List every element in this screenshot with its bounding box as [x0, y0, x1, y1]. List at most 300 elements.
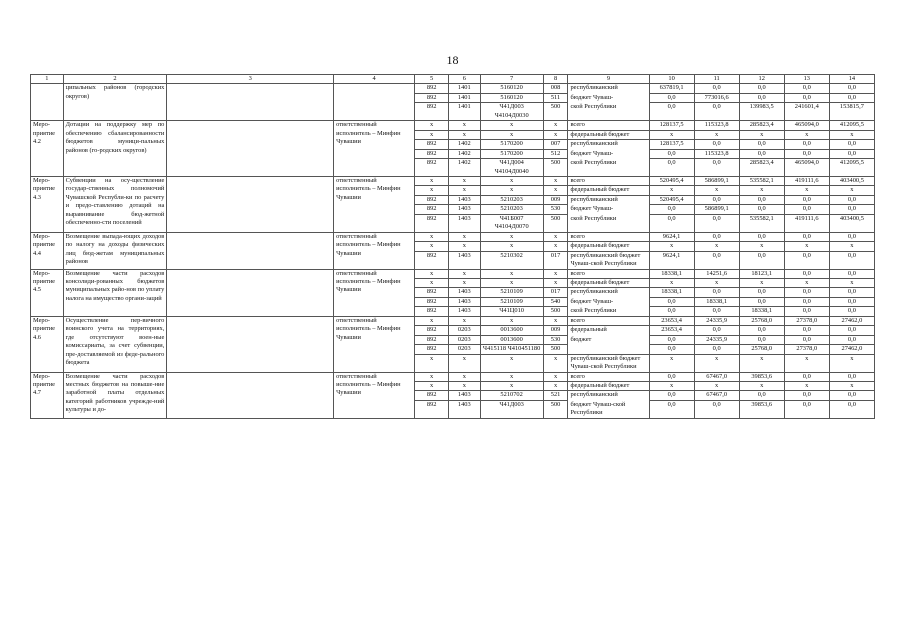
amount-col-10: x	[649, 354, 694, 372]
section-code: x	[449, 130, 481, 139]
responsible-executor: ответственный исполнитель – Минфин Чувашии	[334, 269, 415, 316]
amount-col-12: 0,0	[739, 232, 784, 241]
amount-col-13: 0,0	[784, 326, 829, 335]
amount-col-13: 419111,6	[784, 176, 829, 185]
amount-col-10: 0,0	[649, 345, 694, 354]
section-code: x	[449, 186, 481, 195]
amount-col-11: 0,0	[694, 400, 739, 418]
funding-source: федеральный бюджет	[568, 130, 649, 139]
expense-type-code: 530	[543, 205, 568, 214]
amount-col-11: 0,0	[694, 84, 739, 93]
gov-admin-code: 892	[415, 297, 449, 306]
amount-col-12: 39853,6	[739, 372, 784, 381]
amount-col-12: 535582,1	[739, 214, 784, 232]
amount-col-14: 0,0	[829, 232, 874, 241]
amount-col-10: 0,0	[649, 103, 694, 121]
section-code: x	[449, 316, 481, 325]
target-article-code: Ч41Д003	[480, 400, 543, 418]
expense-type-code: 009	[543, 195, 568, 204]
column-number-11: 11	[694, 75, 739, 84]
amount-col-11: 0,0	[694, 159, 739, 177]
expense-type-code: 017	[543, 251, 568, 269]
amount-col-12: 535582,1	[739, 176, 784, 185]
amount-col-11: 115323,8	[694, 121, 739, 130]
amount-col-12: 0,0	[739, 326, 784, 335]
funding-source: федеральный бюджет	[568, 278, 649, 287]
amount-col-13: 0,0	[784, 297, 829, 306]
gov-admin-code: 892	[415, 103, 449, 121]
column-number-6: 6	[449, 75, 481, 84]
program-funding-table	[30, 74, 875, 419]
section-code: 1401	[449, 103, 481, 121]
amount-col-14: 412095,5	[829, 121, 874, 130]
amount-col-14: 0,0	[829, 140, 874, 149]
amount-col-11: x	[694, 354, 739, 372]
amount-col-12: 139983,5	[739, 103, 784, 121]
gov-admin-code: x	[415, 232, 449, 241]
gov-admin-code: x	[415, 269, 449, 278]
target-article-code: 5210203	[480, 205, 543, 214]
funding-source: ской Республики	[568, 103, 649, 121]
section-code: 1403	[449, 288, 481, 297]
amount-col-12: x	[739, 278, 784, 287]
funding-source: бюджет Чуваш-ской Республики	[568, 400, 649, 418]
expense-type-code: 500	[543, 214, 568, 232]
empty-column-3	[167, 232, 334, 269]
section-code: 1402	[449, 159, 481, 177]
amount-col-13: 0,0	[784, 140, 829, 149]
funding-source: бюджет Чуваш-	[568, 297, 649, 306]
expense-type-code: 009	[543, 326, 568, 335]
amount-col-14: 0,0	[829, 84, 874, 93]
funding-source: федеральный бюджет	[568, 381, 649, 390]
amount-col-12: x	[739, 381, 784, 390]
amount-col-14: 27462,0	[829, 345, 874, 354]
amount-col-11: x	[694, 381, 739, 390]
amount-col-12: 25768,0	[739, 316, 784, 325]
table-row	[31, 372, 875, 381]
expense-type-code: 521	[543, 391, 568, 400]
section-code: 1403	[449, 307, 481, 316]
amount-col-14: x	[829, 130, 874, 139]
amount-col-10: 18338,1	[649, 269, 694, 278]
gov-admin-code: 892	[415, 195, 449, 204]
amount-col-12: 0,0	[739, 195, 784, 204]
table-row	[31, 121, 875, 130]
amount-col-11: 0,0	[694, 103, 739, 121]
target-article-code: 5170200	[480, 140, 543, 149]
table-row	[31, 269, 875, 278]
expense-type-code: 007	[543, 140, 568, 149]
amount-col-11: x	[694, 130, 739, 139]
amount-col-11: x	[694, 278, 739, 287]
expense-type-code: 017	[543, 288, 568, 297]
section-code: 1401	[449, 84, 481, 93]
amount-col-13: 0,0	[784, 372, 829, 381]
column-number-4: 4	[334, 75, 415, 84]
section-code: 1402	[449, 149, 481, 158]
amount-col-10: 9624,1	[649, 251, 694, 269]
amount-col-14: 0,0	[829, 372, 874, 381]
column-number-5: 5	[415, 75, 449, 84]
section-code: x	[449, 269, 481, 278]
section-code: 1403	[449, 205, 481, 214]
section-code: x	[449, 278, 481, 287]
target-article-code: x	[480, 278, 543, 287]
target-article-code: Ч41Д004 Ч4104Д0040	[480, 159, 543, 177]
amount-col-13: 241601,4	[784, 103, 829, 121]
gov-admin-code: x	[415, 121, 449, 130]
amount-col-11: x	[694, 242, 739, 251]
amount-col-10: 23653,4	[649, 326, 694, 335]
amount-col-14: 0,0	[829, 307, 874, 316]
measure-label: Меро-приятие 4.4	[31, 232, 64, 269]
amount-col-10: 0,0	[649, 391, 694, 400]
amount-col-14: x	[829, 278, 874, 287]
gov-admin-code: 892	[415, 335, 449, 344]
amount-col-11: 773016,6	[694, 93, 739, 102]
section-code: 1403	[449, 297, 481, 306]
amount-col-10: x	[649, 242, 694, 251]
column-number-12: 12	[739, 75, 784, 84]
amount-col-13: 0,0	[784, 307, 829, 316]
amount-col-11: 0,0	[694, 251, 739, 269]
amount-col-13: x	[784, 186, 829, 195]
measure-description: Осуществление пер-вичного воинского учета на территориях, где отсутствуют воен-ные комиссариаты, за счет субвенции, пре-доставляемой из феде-рального бюджета	[63, 316, 167, 372]
responsible-executor	[334, 84, 415, 121]
section-code: 1403	[449, 391, 481, 400]
empty-column-3	[167, 269, 334, 316]
amount-col-10: 520495,4	[649, 176, 694, 185]
responsible-executor: ответственный исполнитель – Минфин Чувашии	[334, 121, 415, 177]
amount-col-11: 0,0	[694, 345, 739, 354]
amount-col-12: 0,0	[739, 297, 784, 306]
expense-type-code: 500	[543, 400, 568, 418]
amount-col-11: 0,0	[694, 288, 739, 297]
table-row	[31, 232, 875, 241]
amount-col-12: 0,0	[739, 251, 784, 269]
target-article-code: 5210109	[480, 288, 543, 297]
funding-source: республиканский	[568, 140, 649, 149]
amount-col-14: 0,0	[829, 93, 874, 102]
amount-col-12: 285823,4	[739, 121, 784, 130]
measure-label: Меро-приятие 4.5	[31, 269, 64, 316]
measure-label: Меро-приятие 4.2	[31, 121, 64, 177]
amount-col-14: x	[829, 186, 874, 195]
amount-col-10: x	[649, 381, 694, 390]
section-code: 1403	[449, 195, 481, 204]
table-row	[31, 316, 875, 325]
amount-col-13: 0,0	[784, 269, 829, 278]
amount-col-13: x	[784, 354, 829, 372]
target-article-code: x	[480, 121, 543, 130]
amount-col-13: 0,0	[784, 288, 829, 297]
amount-col-13: 0,0	[784, 205, 829, 214]
amount-col-12: 0,0	[739, 93, 784, 102]
measure-label: Меро-приятие 4.3	[31, 176, 64, 232]
funding-source: бюджет Чуваш-	[568, 93, 649, 102]
amount-col-14: 412095,5	[829, 159, 874, 177]
amount-col-11: 24335,9	[694, 335, 739, 344]
target-article-code: Ч41Ц010	[480, 307, 543, 316]
funding-source: всего	[568, 176, 649, 185]
expense-type-code: x	[543, 121, 568, 130]
amount-col-13: 0,0	[784, 232, 829, 241]
amount-col-12: 0,0	[739, 205, 784, 214]
gov-admin-code: 892	[415, 400, 449, 418]
funding-source: ской Республики	[568, 159, 649, 177]
amount-col-12: 39853,6	[739, 400, 784, 418]
section-code: x	[449, 232, 481, 241]
amount-col-14: 403400,5	[829, 176, 874, 185]
target-article-code: x	[480, 381, 543, 390]
measure-description: Возмещение выпада-ющих доходов по налогу на доходы физических лиц бюд-жетам муниципальных районов	[63, 232, 167, 269]
empty-column-3	[167, 372, 334, 418]
measure-label: Меро-приятие 4.7	[31, 372, 64, 418]
amount-col-12: 18338,1	[739, 307, 784, 316]
amount-col-11: 0,0	[694, 326, 739, 335]
amount-col-13: 465094,0	[784, 159, 829, 177]
gov-admin-code: 892	[415, 345, 449, 354]
gov-admin-code: 892	[415, 214, 449, 232]
amount-col-14: x	[829, 242, 874, 251]
column-number-14: 14	[829, 75, 874, 84]
target-article-code: 5210109	[480, 297, 543, 306]
target-article-code: 5210702	[480, 391, 543, 400]
expense-type-code: x	[543, 130, 568, 139]
amount-col-10: 520495,4	[649, 195, 694, 204]
amount-col-10: 0,0	[649, 335, 694, 344]
measure-description: ципальных районов (городских округов)	[63, 84, 167, 121]
amount-col-11: 67467,0	[694, 372, 739, 381]
amount-col-14: 27462,0	[829, 316, 874, 325]
funding-source: бюджет	[568, 335, 649, 344]
amount-col-13: 0,0	[784, 149, 829, 158]
gov-admin-code: 892	[415, 307, 449, 316]
gov-admin-code: 892	[415, 326, 449, 335]
amount-col-11: 18338,1	[694, 297, 739, 306]
expense-type-code: 540	[543, 297, 568, 306]
target-article-code: x	[480, 372, 543, 381]
target-article-code: x	[480, 316, 543, 325]
empty-column-3	[167, 84, 334, 121]
gov-admin-code: 892	[415, 149, 449, 158]
amount-col-13: 419111,6	[784, 214, 829, 232]
section-code: x	[449, 121, 481, 130]
funding-source: ской Республики	[568, 214, 649, 232]
target-article-code: x	[480, 269, 543, 278]
amount-col-14: 0,0	[829, 400, 874, 418]
expense-type-code: x	[543, 354, 568, 372]
amount-col-11: 586899,1	[694, 176, 739, 185]
page-number: 18	[446, 53, 459, 67]
section-code: x	[449, 242, 481, 251]
target-article-code: x	[480, 354, 543, 372]
funding-source: бюджет Чуваш-	[568, 149, 649, 158]
funding-source: бюджет Чуваш-	[568, 205, 649, 214]
column-number-3: 3	[167, 75, 334, 84]
amount-col-12: 25768,0	[739, 345, 784, 354]
amount-col-12: 0,0	[739, 149, 784, 158]
expense-type-code: 500	[543, 103, 568, 121]
measure-description: Возмещение части расходов местных бюджетов на повыше-ние заработной платы отдельных категорий работников учрежде-ний культуры и до-	[63, 372, 167, 418]
section-code: 0203	[449, 335, 481, 344]
column-number-8: 8	[543, 75, 568, 84]
amount-col-10: 0,0	[649, 297, 694, 306]
funding-source: ской Республики	[568, 307, 649, 316]
amount-col-13: 0,0	[784, 93, 829, 102]
amount-col-10: 0,0	[649, 307, 694, 316]
target-article-code: 5160120	[480, 84, 543, 93]
amount-col-12: x	[739, 242, 784, 251]
amount-col-10: 9624,1	[649, 232, 694, 241]
measure-description: Субвенции на осу-ществление государ-ственных полномочий Чувашской Республи-ки по расчету и предо-ставлению дотаций на выравнивание бюд-жетной обеспеченно-сти поселений	[63, 176, 167, 232]
amount-col-10: 0,0	[649, 400, 694, 418]
funding-source: всего	[568, 372, 649, 381]
amount-col-14: 0,0	[829, 297, 874, 306]
amount-col-13: 0,0	[784, 251, 829, 269]
funding-source: всего	[568, 316, 649, 325]
amount-col-10: 128137,5	[649, 121, 694, 130]
expense-type-code: 511	[543, 93, 568, 102]
expense-type-code: x	[543, 242, 568, 251]
measure-description: Возмещение части расходов консолиди-рованных бюджетов муниципальных райо-нов по уплату налога на имущество органи-заций	[63, 269, 167, 316]
funding-source: республиканский	[568, 288, 649, 297]
amount-col-14: 0,0	[829, 391, 874, 400]
target-article-code: x	[480, 186, 543, 195]
target-article-code: 5160120	[480, 93, 543, 102]
measure-description: Дотации на поддержку мер по обеспечению сбалансированности бюджетов муници-пальных районов (го-родских округов)	[63, 121, 167, 177]
expense-type-code: x	[543, 186, 568, 195]
expense-type-code: 500	[543, 307, 568, 316]
amount-col-12: 0,0	[739, 391, 784, 400]
amount-col-13: x	[784, 381, 829, 390]
expense-type-code: 530	[543, 335, 568, 344]
expense-type-code: x	[543, 176, 568, 185]
section-code: 1402	[449, 140, 481, 149]
amount-col-11: x	[694, 186, 739, 195]
amount-col-14: 0,0	[829, 269, 874, 278]
amount-col-14: 0,0	[829, 335, 874, 344]
amount-col-10: 637819,1	[649, 84, 694, 93]
target-article-code: x	[480, 176, 543, 185]
column-number-13: 13	[784, 75, 829, 84]
section-code: x	[449, 354, 481, 372]
amount-col-13: 27378,0	[784, 345, 829, 354]
target-article-code: Ч415118 Ч410451180	[480, 345, 543, 354]
gov-admin-code: 892	[415, 159, 449, 177]
funding-source: всего	[568, 121, 649, 130]
amount-col-10: 18338,1	[649, 288, 694, 297]
gov-admin-code: 892	[415, 251, 449, 269]
amount-col-11: 0,0	[694, 195, 739, 204]
amount-col-10: 23653,4	[649, 316, 694, 325]
amount-col-10: 128137,5	[649, 140, 694, 149]
section-code: 1403	[449, 214, 481, 232]
section-code: x	[449, 372, 481, 381]
amount-col-11: 0,0	[694, 140, 739, 149]
amount-col-14: 0,0	[829, 326, 874, 335]
amount-col-11: 67467,0	[694, 391, 739, 400]
expense-type-code: x	[543, 269, 568, 278]
column-number-2: 2	[63, 75, 167, 84]
amount-col-12: x	[739, 130, 784, 139]
gov-admin-code: x	[415, 372, 449, 381]
section-code: 0203	[449, 326, 481, 335]
section-code: x	[449, 176, 481, 185]
amount-col-12: 285823,4	[739, 159, 784, 177]
amount-col-11: 24335,9	[694, 316, 739, 325]
table-row	[31, 176, 875, 185]
amount-col-11: 115323,8	[694, 149, 739, 158]
column-number-10: 10	[649, 75, 694, 84]
amount-col-13: x	[784, 242, 829, 251]
amount-col-14: 403400,5	[829, 214, 874, 232]
responsible-executor: ответственный исполнитель – Минфин Чувашии	[334, 176, 415, 232]
funding-source: республиканский бюджет Чуваш-ской Республики	[568, 251, 649, 269]
column-number-1: 1	[31, 75, 64, 84]
empty-column-3	[167, 316, 334, 372]
amount-col-11: 0,0	[694, 307, 739, 316]
target-article-code: 0013600	[480, 326, 543, 335]
target-article-code: 5210302	[480, 251, 543, 269]
gov-admin-code: x	[415, 186, 449, 195]
amount-col-14: 0,0	[829, 205, 874, 214]
amount-col-12: 0,0	[739, 84, 784, 93]
amount-col-14: x	[829, 381, 874, 390]
amount-col-11: 0,0	[694, 214, 739, 232]
expense-type-code: x	[543, 232, 568, 241]
amount-col-13: 0,0	[784, 335, 829, 344]
section-code: x	[449, 381, 481, 390]
expense-type-code: 500	[543, 159, 568, 177]
section-code: 1403	[449, 400, 481, 418]
amount-col-14: 153815,7	[829, 103, 874, 121]
amount-col-14: 0,0	[829, 288, 874, 297]
funding-source: всего	[568, 269, 649, 278]
target-article-code: 0013600	[480, 335, 543, 344]
measure-label: Меро-приятие 4.6	[31, 316, 64, 372]
funding-source: федеральный бюджет	[568, 242, 649, 251]
gov-admin-code: 892	[415, 205, 449, 214]
amount-col-13: 27378,0	[784, 316, 829, 325]
amount-col-14: x	[829, 354, 874, 372]
gov-admin-code: x	[415, 316, 449, 325]
amount-col-10: 0,0	[649, 214, 694, 232]
amount-col-13: 0,0	[784, 391, 829, 400]
amount-col-13: 0,0	[784, 195, 829, 204]
gov-admin-code: x	[415, 278, 449, 287]
amount-col-12: x	[739, 186, 784, 195]
amount-col-13: 0,0	[784, 84, 829, 93]
column-number-9: 9	[568, 75, 649, 84]
funding-source: республиканский	[568, 195, 649, 204]
target-article-code: x	[480, 130, 543, 139]
amount-col-10: x	[649, 186, 694, 195]
amount-col-10: 0,0	[649, 159, 694, 177]
amount-col-11: 586899,1	[694, 205, 739, 214]
gov-admin-code: x	[415, 130, 449, 139]
column-number-7: 7	[480, 75, 543, 84]
section-code: 1401	[449, 93, 481, 102]
section-code: 0203	[449, 345, 481, 354]
amount-col-12: 0,0	[739, 335, 784, 344]
amount-col-10: 0,0	[649, 149, 694, 158]
funding-source	[568, 345, 649, 354]
target-article-code: 5170200	[480, 149, 543, 158]
responsible-executor: ответственный исполнитель – Минфин Чувашии	[334, 232, 415, 269]
gov-admin-code: x	[415, 381, 449, 390]
